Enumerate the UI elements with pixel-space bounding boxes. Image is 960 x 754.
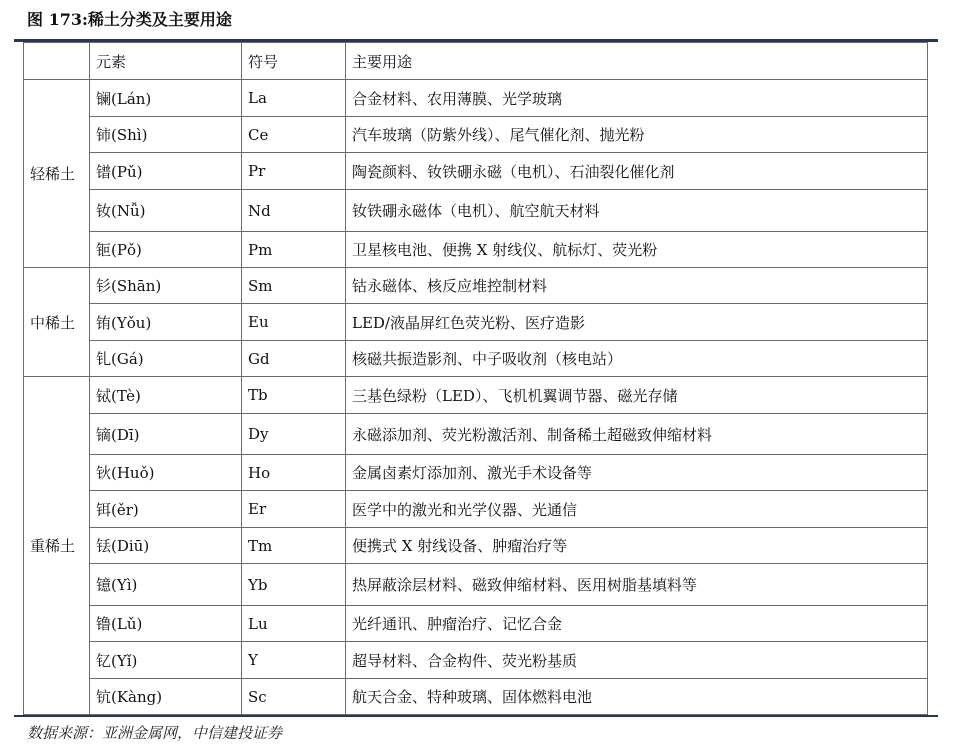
header-usage: 主要用途	[346, 43, 928, 80]
symbol-cell: Eu	[242, 304, 346, 341]
table-body	[24, 43, 928, 715]
element-cell: 铽(Tè)	[90, 377, 242, 414]
symbol-cell: Dy	[242, 414, 346, 455]
table-row	[24, 564, 928, 606]
element-cell: 钐(Shān)	[90, 268, 242, 304]
table-row	[24, 117, 928, 153]
bottom-rule	[14, 715, 938, 717]
element-cell: 镥(Lǔ)	[90, 606, 242, 642]
symbol-cell: Tm	[242, 528, 346, 564]
table-row	[24, 153, 928, 190]
usage-cell: 光纤通讯、肿瘤治疗、记忆合金	[346, 606, 928, 642]
element-cell: 钇(Yǐ)	[90, 642, 242, 679]
header-group	[24, 43, 90, 80]
symbol-cell: Sm	[242, 268, 346, 304]
usage-cell: 航天合金、特种玻璃、固体燃料电池	[346, 679, 928, 715]
table-row	[24, 377, 928, 414]
table-row	[24, 606, 928, 642]
usage-cell: 三基色绿粉（LED）、飞机机翼调节器、磁光存储	[346, 377, 928, 414]
table-row	[24, 679, 928, 715]
element-cell: 钕(Nǚ)	[90, 190, 242, 232]
rare-earth-table	[23, 42, 928, 715]
element-cell: 铕(Yǒu)	[90, 304, 242, 341]
group-cell: 重稀土	[24, 377, 90, 715]
element-cell: 镨(Pǔ)	[90, 153, 242, 190]
usage-cell: 便携式 X 射线设备、肿瘤治疗等	[346, 528, 928, 564]
symbol-cell: Sc	[242, 679, 346, 715]
table-row	[24, 268, 928, 304]
symbol-cell: Ho	[242, 455, 346, 491]
symbol-cell: Ce	[242, 117, 346, 153]
table-row	[24, 304, 928, 341]
element-cell: 镱(Yì)	[90, 564, 242, 606]
usage-cell: 超导材料、合金构件、荧光粉基质	[346, 642, 928, 679]
element-cell: 铒(ěr)	[90, 491, 242, 528]
figure-caption: 图 173:稀土分类及主要用途	[27, 10, 232, 29]
table-row	[24, 414, 928, 455]
element-cell: 镧(Lán)	[90, 80, 242, 117]
table-row	[24, 491, 928, 528]
element-cell: 钪(Kàng)	[90, 679, 242, 715]
usage-cell: LED/液晶屏红色荧光粉、医疗造影	[346, 304, 928, 341]
usage-cell: 合金材料、农用薄膜、光学玻璃	[346, 80, 928, 117]
usage-cell: 金属卤素灯添加剂、激光手术设备等	[346, 455, 928, 491]
usage-cell: 钴永磁体、核反应堆控制材料	[346, 268, 928, 304]
usage-cell: 永磁添加剂、荧光粉激活剂、制备稀土超磁致伸缩材料	[346, 414, 928, 455]
group-cell: 轻稀土	[24, 80, 90, 268]
element-cell: 铥(Diū)	[90, 528, 242, 564]
header-element: 元素	[90, 43, 242, 80]
source-note: 数据来源：亚洲金属网，中信建投证券	[27, 724, 283, 742]
table-row	[24, 341, 928, 377]
symbol-cell: La	[242, 80, 346, 117]
symbol-cell: Yb	[242, 564, 346, 606]
element-cell: 铈(Shì)	[90, 117, 242, 153]
symbol-cell: Tb	[242, 377, 346, 414]
usage-cell: 钕铁硼永磁体（电机）、航空航天材料	[346, 190, 928, 232]
table-row	[24, 232, 928, 268]
symbol-cell: Lu	[242, 606, 346, 642]
header-symbol: 符号	[242, 43, 346, 80]
symbol-cell: Pr	[242, 153, 346, 190]
symbol-cell: Er	[242, 491, 346, 528]
table-row	[24, 190, 928, 232]
usage-cell: 陶瓷颜料、钕铁硼永磁（电机）、石油裂化催化剂	[346, 153, 928, 190]
element-cell: 镝(Dī)	[90, 414, 242, 455]
symbol-cell: Gd	[242, 341, 346, 377]
group-cell: 中稀土	[24, 268, 90, 377]
symbol-cell: Y	[242, 642, 346, 679]
usage-cell: 汽车玻璃（防紫外线）、尾气催化剂、抛光粉	[346, 117, 928, 153]
element-cell: 钆(Gá)	[90, 341, 242, 377]
usage-cell: 热屏蔽涂层材料、磁致伸缩材料、医用树脂基填料等	[346, 564, 928, 606]
usage-cell: 医学中的激光和光学仪器、光通信	[346, 491, 928, 528]
table-row	[24, 455, 928, 491]
usage-cell: 核磁共振造影剂、中子吸收剂（核电站）	[346, 341, 928, 377]
table-row	[24, 642, 928, 679]
symbol-cell: Nd	[242, 190, 346, 232]
table-row	[24, 528, 928, 564]
element-cell: 钷(Pǒ)	[90, 232, 242, 268]
table-row	[24, 80, 928, 117]
usage-cell: 卫星核电池、便携 X 射线仪、航标灯、荧光粉	[346, 232, 928, 268]
table-header-row	[24, 43, 928, 80]
element-cell: 钬(Huǒ)	[90, 455, 242, 491]
symbol-cell: Pm	[242, 232, 346, 268]
